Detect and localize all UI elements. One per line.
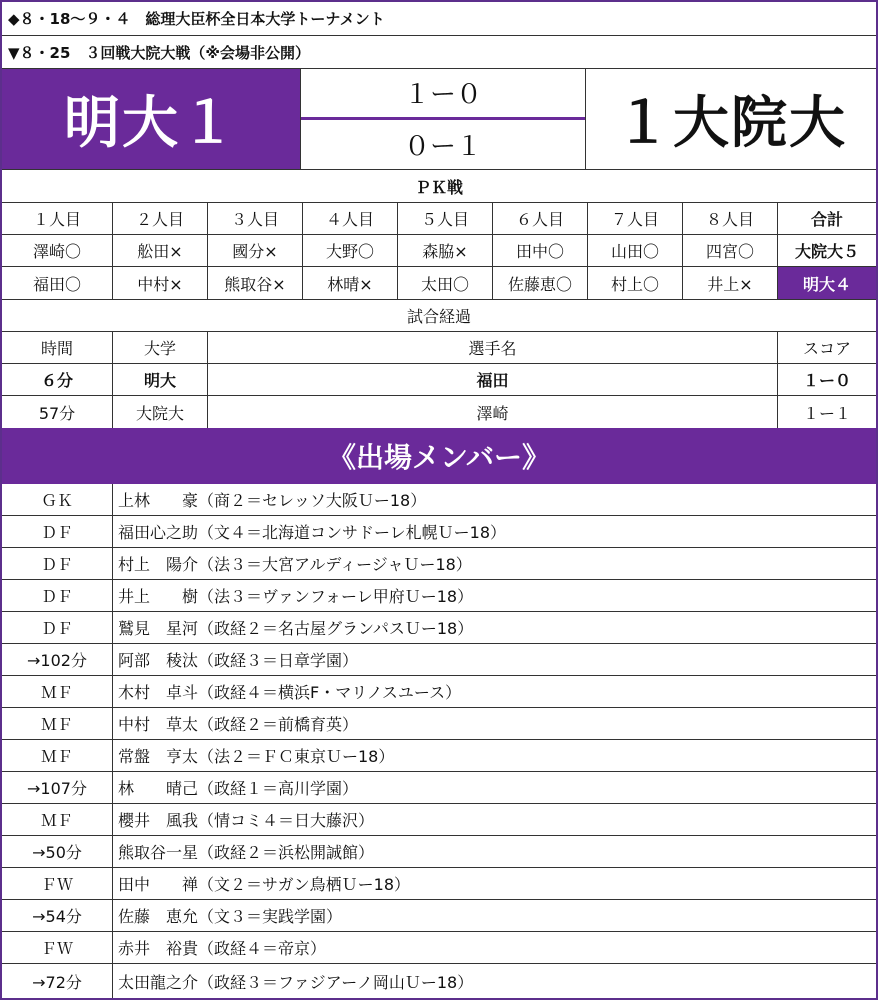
member-info: 常盤 亨太（法２＝ＦＣ東京Ｕー18） — [112, 740, 876, 771]
pk-title — [2, 170, 876, 203]
member-position: ＦＷ — [40, 939, 73, 958]
goal-score: １ー１ — [777, 396, 876, 428]
pk-kick-cell: 中村× — [112, 267, 207, 299]
member-row — [2, 708, 876, 740]
member-position: ＦＷ — [40, 875, 73, 894]
match-line — [2, 36, 876, 69]
univ-header: 大学 — [112, 332, 207, 363]
member-position: ＭＦ — [40, 747, 73, 766]
goal-time: ６分 — [40, 371, 73, 390]
member-position: ＧＫ — [40, 491, 73, 510]
member-info: 木村 卓斗（政経４＝横浜F・マリノスユース） — [112, 676, 876, 707]
second-half-score: ０ー１ — [403, 132, 482, 163]
half-scores — [300, 69, 585, 169]
pk-kick-cell: 田中〇 — [492, 235, 587, 266]
member-row — [2, 836, 876, 868]
member-info: 福田心之助（文４＝北海道コンサドーレ札幌Ｕー18） — [112, 516, 876, 547]
pk-header-cell: ２人目 — [112, 203, 207, 234]
goal-player: 福田 — [207, 364, 777, 395]
member-row — [2, 548, 876, 580]
member-info: 熊取谷一星（政経２＝浜松開誠館） — [112, 836, 876, 867]
member-position: ＤＦ — [40, 587, 73, 606]
progress-title-text: 試合経過 — [406, 307, 471, 326]
pk-kick-cell: 村上〇 — [587, 267, 682, 299]
goal-player: 澤崎 — [207, 396, 777, 428]
pk-kick-cell: 林晴× — [302, 267, 397, 299]
pk-kick-cell: 福田〇 — [32, 274, 81, 294]
pk-header-cell: ８人目 — [682, 203, 777, 234]
member-row — [2, 516, 876, 548]
member-position: →54分 — [32, 907, 82, 926]
member-position: →107分 — [27, 779, 87, 798]
member-row — [2, 804, 876, 836]
member-info: 鷲見 星河（政経２＝名古屋グランパスＵー18） — [112, 612, 876, 643]
member-position: ＭＦ — [40, 683, 73, 702]
member-info: 林 晴己（政経１＝高川学園） — [112, 772, 876, 803]
pk-home-total: 明大４ — [777, 267, 876, 299]
member-position: →72分 — [32, 972, 82, 992]
member-info: 上林 豪（商２＝セレッソ大阪Ｕー18） — [112, 484, 876, 515]
members-list — [2, 484, 876, 998]
pk-kick-cell: 山田〇 — [587, 235, 682, 266]
member-row — [2, 612, 876, 644]
member-info: 田中 禅（文２＝サガン鳥栖Ｕー18） — [112, 868, 876, 899]
pk-kick-cell: 國分× — [207, 235, 302, 266]
goal-univ: 大院大 — [112, 396, 207, 428]
pk-kick-cell: 四宮〇 — [682, 235, 777, 266]
player-header: 選手名 — [207, 332, 777, 363]
pk-header-row — [2, 203, 876, 235]
member-row — [2, 580, 876, 612]
member-info: 赤井 裕貴（政経４＝帝京） — [112, 932, 876, 963]
time-header: 時間 — [40, 339, 73, 358]
pk-away-total: 大院大５ — [777, 235, 876, 266]
pk-total-header: 合計 — [777, 203, 876, 234]
home-team-score — [2, 69, 300, 169]
members-banner — [2, 428, 876, 484]
member-row — [2, 676, 876, 708]
member-row — [2, 740, 876, 772]
member-position: ＭＦ — [40, 811, 73, 830]
progress-title — [2, 300, 876, 332]
goal-score: １ー０ — [777, 364, 876, 395]
pk-kick-cell: 澤崎〇 — [32, 242, 81, 261]
away-team-label: １大院大 — [615, 91, 847, 156]
pk-kick-cell: 大野〇 — [302, 235, 397, 266]
score-header: スコア — [777, 332, 876, 363]
member-row — [2, 644, 876, 676]
member-row — [2, 964, 876, 998]
goal-time: 57分 — [38, 403, 76, 423]
score-block — [2, 69, 876, 170]
pk-kick-cell: 森脇× — [397, 235, 492, 266]
pk-header-cell: ７人目 — [587, 203, 682, 234]
pk-kick-cell: 舩田× — [112, 235, 207, 266]
pk-kick-cell: 佐藤恵〇 — [492, 267, 587, 299]
member-info: 太田龍之介（政経３＝ファジアーノ岡山Ｕー18） — [112, 964, 876, 998]
pk-header-cell: ５人目 — [397, 203, 492, 234]
member-position: ＤＦ — [40, 523, 73, 542]
member-position: →50分 — [32, 843, 82, 862]
pk-header-cell: １人目 — [32, 210, 81, 229]
member-row — [2, 484, 876, 516]
member-row — [2, 868, 876, 900]
members-title: 《出場メンバー》 — [327, 441, 551, 474]
pk-header-cell: ３人目 — [207, 203, 302, 234]
member-row — [2, 900, 876, 932]
goal-univ: 明大 — [112, 364, 207, 395]
member-info: 阿部 稜汰（政経３＝日章学園） — [112, 644, 876, 675]
member-info: 櫻井 風我（情コミ４＝日大藤沢） — [112, 804, 876, 835]
member-row — [2, 772, 876, 804]
pk-kick-cell: 太田〇 — [397, 267, 492, 299]
pk-kick-cell: 井上× — [682, 267, 777, 299]
goal-row — [2, 396, 876, 428]
pk-home-row — [2, 267, 876, 300]
pk-away-row — [2, 235, 876, 267]
member-info: 中村 草太（政経２＝前橋育英） — [112, 708, 876, 739]
progress-header-row — [2, 332, 876, 364]
goal-row — [2, 364, 876, 396]
tournament-text: ◆８・18～９・４ 総理大臣杯全日本大学トーナメント — [8, 10, 385, 28]
member-info: 井上 樹（法３＝ヴァンフォーレ甲府Ｕー18） — [112, 580, 876, 611]
match-text: ▼８・25 ３回戦大院大戦（※会場非公開） — [8, 43, 310, 62]
member-position: ＤＦ — [40, 555, 73, 574]
away-team-score — [585, 69, 876, 169]
pk-header-cell: ４人目 — [302, 203, 397, 234]
member-info: 佐藤 恵允（文３＝実践学園） — [112, 900, 876, 931]
member-position: →102分 — [27, 651, 87, 670]
pk-header-cell: ６人目 — [492, 203, 587, 234]
member-position: ＭＦ — [40, 715, 73, 734]
member-row — [2, 932, 876, 964]
member-info: 村上 陽介（法３＝大宮アルディージャＵー18） — [112, 548, 876, 579]
pk-title-text: ＰＫ戦 — [414, 177, 463, 197]
tournament-line — [2, 2, 876, 36]
home-team-label: 明大１ — [64, 91, 238, 156]
first-half-score: １ー０ — [403, 80, 482, 111]
member-position: ＤＦ — [40, 619, 73, 638]
pk-kick-cell: 熊取谷× — [207, 267, 302, 299]
